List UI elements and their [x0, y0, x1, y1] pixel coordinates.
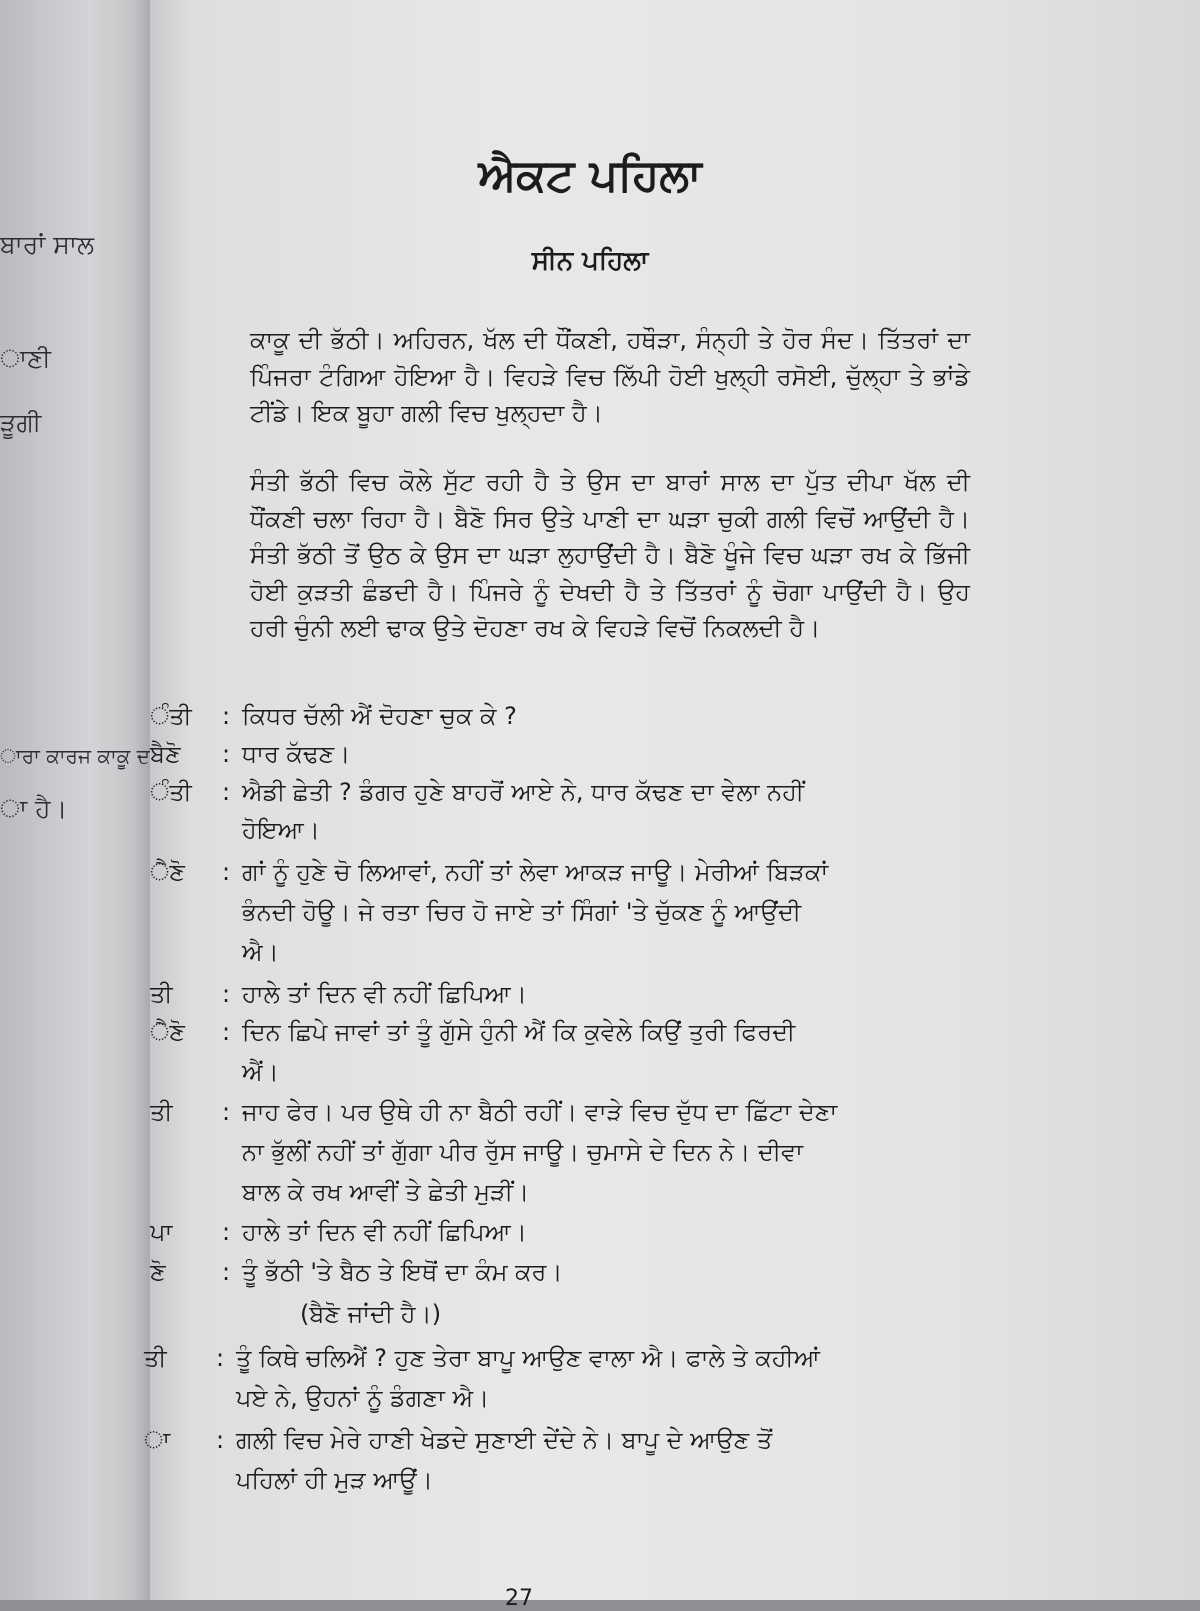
speaker-colon: :: [222, 778, 231, 806]
dialogue-text: ਗਾਂ ਨੂੰ ਹੁਣੇ ਚੋ ਲਿਆਵਾਂ, ਨਹੀਂ ਤਾਂ ਲੇਵਾ ਆਕੜ ਜਾਊ। ਮੇਰੀਆਂ ਬਿੜਕਾਂ: [242, 858, 829, 886]
dialogue-line: [150, 1054, 980, 1090]
left-page-fragment: ਾਣੀ: [0, 344, 51, 373]
stage-note: (ਬੈਣੋ ਜਾਂਦੀ ਹੈ।): [300, 1300, 442, 1328]
dialogue-text: ਐ।: [242, 938, 279, 966]
dialogue-line: [150, 1134, 980, 1170]
dialogue-text: ਹੋਇਆ।: [242, 816, 320, 844]
stage-direction: ਕਾਕੂ ਦੀ ਭੱਠੀ। ਅਹਿਰਨ, ਖੱਲ ਦੀ ਧੌਂਕਣੀ, ਹਥੌੜਾ, ਸੰਨ੍ਹੀ ਤੇ ਹੋਰ ਸੰਦ। ਤਿੱਤਰਾਂ ਦਾ ਪਿੰਜਰਾ ਟੰਗਿਆ ਹੋਇਆ ਹੈ। ਵਿਹੜੇ ਵਿਚ ਲਿੱਪੀ ਹੋਈ ਖੁਲ੍ਹੀ ਰਸੋਈ, ਚੁੱਲ੍ਹਾ ਤੇ ਭਾਂਡੇ ਟੀਂਡੇ। ਇਕ ਬੂਹਾ ਗਲੀ ਵਿਚ ਖੁਲ੍ਹਦਾ ਹੈ।: [250, 326, 970, 427]
dialogue-line: [150, 1014, 980, 1050]
dialogue-line: [150, 774, 980, 810]
dialogue-text: ਤੂੰ ਭੱਠੀ 'ਤੇ ਬੈਠ ਤੇ ਇਥੋਂ ਦਾ ਕੰਮ ਕਰ।: [242, 1258, 563, 1286]
left-page-fragment: ਾ ਹੈ।: [0, 794, 68, 823]
speaker-name: ਣੋ: [150, 1258, 166, 1286]
stage-note-line: [150, 1296, 980, 1332]
dialogue-text: ਕਿਧਰ ਚੱਲੀ ਐਂ ਦੋਹਣਾ ਚੁਕ ਕੇ ?: [242, 702, 517, 730]
dialogue-line: [150, 934, 980, 970]
speaker-colon: :: [222, 1018, 231, 1046]
dialogue-text: ਤੂੰ ਕਿਥੇ ਚਲਿਐਂ ? ਹੁਣ ਤੇਰਾ ਬਾਪੂ ਆਉਣ ਵਾਲਾ ਐ। ਫਾਲੇ ਤੇ ਕਹੀਆਂ: [236, 1344, 820, 1372]
dialogue-line: [150, 976, 980, 1012]
dialogue-text: ਜਾਹ ਫੇਰ। ਪਰ ਉਥੇ ਹੀ ਨਾ ਬੈਠੀ ਰਹੀਂ। ਵਾੜੇ ਵਿਚ ਦੁੱਧ ਦਾ ਛਿੱਟਾ ਦੇਣਾ: [242, 1098, 838, 1126]
dialogue-line: [150, 812, 980, 848]
speaker-colon: :: [222, 1258, 231, 1286]
dialogue-text: ਪਹਿਲਾਂ ਹੀ ਮੁੜ ਆਊਂ।: [236, 1466, 433, 1494]
speaker-name: ਾ: [144, 1426, 171, 1454]
speaker-name: ੈਣੋ: [150, 858, 185, 886]
speaker-colon: :: [222, 858, 231, 886]
dialogue-text: ਐਡੀ ਛੇਤੀ ? ਡੰਗਰ ਹੁਣੇ ਬਾਹਰੋਂ ਆਏ ਨੇ, ਧਾਰ ਕੱਢਣ ਦਾ ਵੇਲਾ ਨਹੀਂ: [242, 778, 805, 806]
page-number: 27: [505, 1586, 533, 1611]
dialogue-line: [150, 1214, 980, 1250]
left-page-fragment: ੜੂਗੀ: [0, 408, 42, 437]
dialogue-line: [150, 1254, 980, 1290]
dialogue-line: [150, 736, 980, 772]
dialogue-text: ਹਾਲੇ ਤਾਂ ਦਿਨ ਵੀ ਨਹੀਂ ਛਿਪਿਆ।: [242, 1218, 527, 1246]
dialogue-text: ਭੰਨਦੀ ਹੋਊ। ਜੇ ਰਤਾ ਚਿਰ ਹੋ ਜਾਏ ਤਾਂ ਸਿੰਗਾਂ 'ਤੇ ਚੁੱਕਣ ਨੂੰ ਆਉਂਦੀ: [242, 898, 802, 926]
dialogue-line: [150, 894, 980, 930]
left-page-fragment: ਬਾਰਾਂ ਸਾਲ: [0, 230, 94, 259]
dialogue-text: ਧਾਰ ਕੱਢਣ।: [242, 740, 351, 768]
speaker-name: ਤੀ: [144, 1344, 167, 1372]
dialogue-line: [144, 1340, 974, 1376]
speaker-name: ਪਾ: [150, 1218, 173, 1246]
speaker-name: ਬੈਣੋ: [150, 740, 181, 768]
book-page: [144, 0, 1200, 1611]
dialogue-line: [150, 1094, 980, 1130]
speaker-colon: :: [222, 702, 231, 730]
dialogue-text: ਗਲੀ ਵਿਚ ਮੇਰੇ ਹਾਣੀ ਖੇਡਦੇ ਸੁਣਾਈ ਦੇਂਦੇ ਨੇ। ਬਾਪੂ ਦੇ ਆਉਣ ਤੋਂ: [236, 1426, 773, 1454]
stage-direction: ਸੰਤੀ ਭੱਠੀ ਵਿਚ ਕੋਲੇ ਸੁੱਟ ਰਹੀ ਹੈ ਤੇ ਉਸ ਦਾ ਬਾਰਾਂ ਸਾਲ ਦਾ ਪੁੱਤ ਦੀਪਾ ਖੱਲ ਦੀ ਧੌਂਕਣੀ ਚਲਾ ਰਿਹਾ ਹੈ। ਬੈਣੋ ਸਿਰ ਉਤੇ ਪਾਣੀ ਦਾ ਘੜਾ ਚੁਕੀ ਗਲੀ ਵਿਚੋਂ ਆਉਂਦੀ ਹੈ। ਸੰਤੀ ਭੱਠੀ ਤੋਂ ਉਠ ਕੇ ਉਸ ਦਾ ਘੜਾ ਲੁਹਾਉਂਦੀ ਹੈ। ਬੈਣੋ ਖੂੰਜੇ ਵਿਚ ਘੜਾ ਰਖ ਕੇ ਭਿੱਜੀ ਹੋਈ ਕੁੜਤੀ ਛੰਡਦੀ ਹੈ। ਪਿੰਜਰੇ ਨੂੰ ਦੇਖਦੀ ਹੈ ਤੇ ਤਿੱਤਰਾਂ ਨੂੰ ਚੋਗਾ ਪਾਉਂਦੀ ਹੈ। ਉਹ ਹਰੀ ਚੁੰਨੀ ਲਈ ਢਾਕ ਉਤੇ ਦੋਹਣਾ ਰਖ ਕੇ ਵਿਹੜੇ ਵਿਚੋਂ ਨਿਕਲਦੀ ਹੈ।: [250, 468, 970, 642]
dialogue-text: ਨਾ ਭੁੱਲੀਂ ਨਹੀਂ ਤਾਂ ਗੁੱਗਾ ਪੀਰ ਰੁੱਸ ਜਾਊ। ਚੁਮਾਸੇ ਦੇ ਦਿਨ ਨੇ। ਦੀਵਾ: [242, 1138, 803, 1166]
dialogue-text: ਐਂ।: [242, 1058, 279, 1086]
dialogue-text: ਪਏ ਨੇ, ਉਹਨਾਂ ਨੂੰ ਡੰਗਣਾ ਐ।: [236, 1384, 490, 1412]
dialogue-text: ਬਾਲ ਕੇ ਰਖ ਆਵੀਂ ਤੇ ਛੇਤੀ ਮੁੜੀਂ।: [242, 1178, 530, 1206]
speaker-colon: :: [222, 1218, 231, 1246]
left-page: [0, 0, 150, 1600]
dialogue-line: [144, 1380, 974, 1416]
left-page-fragment: ਾਰਾ ਕਾਰਜ ਕਾਕੂ ਦ: [0, 744, 150, 768]
scene-title: ਸੀਨ ਪਹਿਲਾ: [531, 246, 649, 276]
speaker-colon: :: [216, 1344, 225, 1372]
dialogue-line: [150, 1174, 980, 1210]
dialogue-line: [144, 1462, 974, 1498]
speaker-name: ਤੀ: [150, 1098, 173, 1126]
speaker-colon: :: [222, 980, 231, 1008]
speaker-name: ੈਣੋ: [150, 1018, 185, 1046]
speaker-name: ਤੀ: [150, 980, 173, 1008]
dialogue-line: [150, 698, 980, 734]
speaker-colon: :: [222, 740, 231, 768]
speaker-colon: :: [216, 1426, 225, 1454]
dialogue-line: [144, 1422, 974, 1458]
dialogue-text: ਹਾਲੇ ਤਾਂ ਦਿਨ ਵੀ ਨਹੀਂ ਛਿਪਿਆ।: [242, 980, 527, 1008]
speaker-name: ੰਤੀ: [150, 702, 192, 730]
dialogue-line: [150, 854, 980, 890]
act-title: ਐਕਟ ਪਹਿਲਾ: [478, 150, 702, 201]
dialogue-text: ਦਿਨ ਛਿਪੇ ਜਾਵਾਂ ਤਾਂ ਤੂੰ ਗੁੱਸੇ ਹੁੰਨੀ ਐਂ ਕਿ ਕੁਵੇਲੇ ਕਿਉਂ ਤੁਰੀ ਫਿਰਦੀ: [242, 1018, 796, 1046]
speaker-colon: :: [222, 1098, 231, 1126]
speaker-name: ੰਤੀ: [150, 778, 192, 806]
